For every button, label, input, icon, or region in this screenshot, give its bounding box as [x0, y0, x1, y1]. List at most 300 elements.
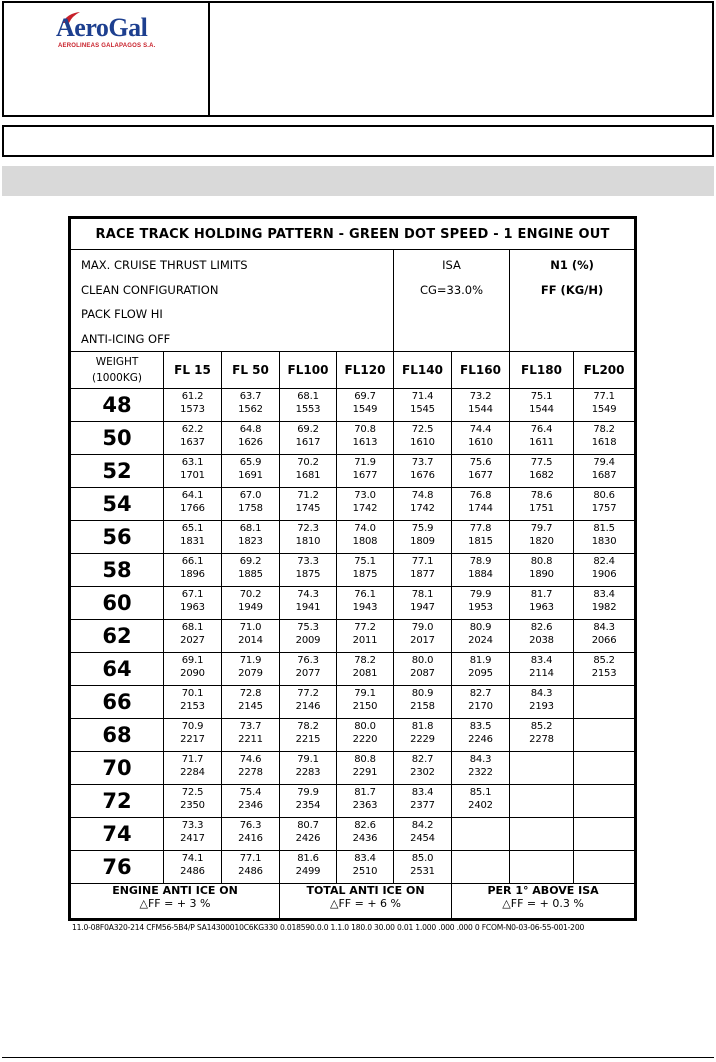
n1-value: 77.1: [239, 853, 262, 864]
ff-value: 2283: [295, 766, 321, 778]
ff-value: 2158: [410, 700, 435, 712]
ff-value: 2090: [180, 667, 205, 679]
value-cell: [394, 422, 452, 455]
ff-value: 1544: [468, 403, 493, 415]
n1-value: 71.9: [354, 457, 376, 468]
table-row: [70, 422, 636, 455]
value-cell: [574, 686, 636, 719]
value-cell: [574, 620, 636, 653]
value-cell: [164, 455, 222, 488]
ff-value: 1626: [238, 436, 263, 448]
n1-value: 68.1: [181, 622, 204, 633]
value-cell: [164, 620, 222, 653]
value-cell: [510, 620, 574, 653]
n1-value: 79.9: [297, 787, 319, 798]
value-cell: [394, 818, 452, 851]
n1-value: 77.8: [469, 523, 492, 534]
n1-value: 72.5: [181, 787, 204, 798]
value-cell: [337, 653, 394, 686]
weight-cell: 50: [70, 422, 164, 455]
table-row: [70, 851, 636, 884]
table-row: [70, 653, 636, 686]
value-cell: [452, 719, 510, 752]
n1-value: 65.1: [181, 523, 204, 534]
value-cell: [337, 719, 394, 752]
n1-value: 78.2: [593, 424, 615, 435]
n1-value: 80.0: [354, 721, 376, 732]
value-cell: [280, 554, 337, 587]
ff-value: 2077: [295, 667, 321, 679]
value-cell: [574, 851, 636, 884]
ff-value: 1701: [180, 469, 205, 481]
weight-cell: 60: [70, 587, 164, 620]
value-cell: [280, 455, 337, 488]
n1-value: 69.7: [354, 391, 376, 402]
ff-value: 2170: [468, 700, 493, 712]
n1-value: 77.1: [411, 556, 434, 567]
value-cell: [222, 851, 280, 884]
n1-value: 82.6: [354, 820, 376, 831]
value-cell: [452, 422, 510, 455]
ff-value: 1549: [591, 403, 617, 415]
ff-value: 2278: [529, 733, 554, 745]
legend-cell: [510, 250, 636, 352]
n1-value: 70.1: [181, 688, 204, 699]
ff-value: 1676: [410, 469, 435, 481]
value-cell: [510, 587, 574, 620]
ff-value: 1943: [352, 601, 378, 613]
value-cell: [574, 389, 636, 422]
ff-value: 2350: [180, 799, 205, 811]
weight-cell: 48: [70, 389, 164, 422]
value-cell: [337, 488, 394, 521]
ff-value: 2417: [180, 832, 205, 844]
table-row: [70, 587, 636, 620]
section-band: [2, 166, 714, 196]
value-cell: [337, 686, 394, 719]
n1-value: 67.1: [181, 589, 204, 600]
ff-value: 1682: [529, 469, 554, 481]
level-header: FL180: [510, 352, 574, 389]
ff-value: 1885: [238, 568, 263, 580]
correction-label: ENGINE ANTI ICE ON: [112, 884, 238, 897]
ff-value: 2486: [180, 865, 205, 877]
value-cell: [222, 389, 280, 422]
value-cell: [222, 785, 280, 818]
n1-value: 73.7: [239, 721, 262, 732]
n1-value: 69.2: [297, 424, 319, 435]
value-cell: [222, 488, 280, 521]
ff-value: 1677: [468, 469, 493, 481]
weight-cell: 76: [70, 851, 164, 884]
n1-value: 69.1: [181, 655, 204, 666]
value-cell: [394, 851, 452, 884]
value-cell: [164, 851, 222, 884]
n1-value: 73.3: [297, 556, 319, 567]
ff-value: 1820: [529, 535, 554, 547]
ff-value: 2363: [352, 799, 378, 811]
level-header: FL120: [337, 352, 394, 389]
n1-value: 85.0: [411, 853, 434, 864]
correction-label: TOTAL ANTI ICE ON: [306, 884, 425, 897]
level-header: FL 15: [164, 352, 222, 389]
value-cell: [510, 455, 574, 488]
n1-value: 75.1: [354, 556, 376, 567]
value-cell: [510, 752, 574, 785]
weight-cell: 64: [70, 653, 164, 686]
holding-chart: [68, 216, 638, 932]
n1-value: 75.1: [530, 391, 553, 402]
value-cell: [222, 752, 280, 785]
ff-value: 2150: [352, 700, 378, 712]
value-cell: [574, 587, 636, 620]
ff-value: 1896: [180, 568, 205, 580]
n1-value: 72.3: [297, 523, 319, 534]
n1-value: 71.9: [239, 655, 262, 666]
n1-value: 77.2: [297, 688, 319, 699]
n1-value: 80.7: [297, 820, 319, 831]
value-cell: [452, 488, 510, 521]
ff-value: 1941: [295, 601, 321, 613]
n1-value: 78.2: [354, 655, 376, 666]
value-cell: [452, 521, 510, 554]
ff-value: 2402: [468, 799, 493, 811]
weight-cell: 68: [70, 719, 164, 752]
ff-value: 1884: [468, 568, 493, 580]
ff-value: 1758: [238, 502, 263, 514]
n1-value: 77.1: [593, 391, 615, 402]
condition-antiice: ANTI-ICING OFF: [81, 331, 171, 346]
ff-value: 1982: [591, 601, 617, 613]
table-row: [70, 818, 636, 851]
value-cell: [394, 719, 452, 752]
n1-value: 83.4: [530, 655, 553, 666]
document-header: [2, 1, 714, 117]
value-cell: [394, 521, 452, 554]
logo-subtitle: AEROLINEAS GALAPAGOS S.A.: [58, 43, 156, 49]
n1-value: 81.8: [411, 721, 434, 732]
ff-value: 1610: [410, 436, 435, 448]
value-cell: [337, 851, 394, 884]
n1-value: 81.7: [530, 589, 553, 600]
value-cell: [222, 620, 280, 653]
ff-value: 2153: [180, 700, 205, 712]
value-cell: [222, 719, 280, 752]
value-cell: [574, 719, 636, 752]
ff-value: 2011: [352, 634, 378, 646]
n1-value: 79.4: [593, 457, 615, 468]
ff-value: 1963: [180, 601, 205, 613]
ff-value: 2426: [295, 832, 321, 844]
value-cell: [164, 488, 222, 521]
ff-value: 2454: [410, 832, 435, 844]
value-cell: [164, 587, 222, 620]
ff-value: 1815: [468, 535, 493, 547]
value-cell: [510, 686, 574, 719]
ff-value: 2146: [295, 700, 321, 712]
ff-value: 2229: [410, 733, 435, 745]
ff-value: 1637: [180, 436, 205, 448]
n1-value: 76.3: [297, 655, 319, 666]
ff-value: 1544: [529, 403, 554, 415]
n1-value: 75.3: [297, 622, 319, 633]
document-subheader-box: [2, 125, 714, 157]
weight-cell: 62: [70, 620, 164, 653]
ff-value: 1953: [468, 601, 493, 613]
n1-value: 81.9: [469, 655, 492, 666]
isa-label: ISA: [442, 258, 461, 272]
n1-value: 79.7: [530, 523, 553, 534]
ff-value: 1906: [591, 568, 617, 580]
value-cell: [452, 653, 510, 686]
value-cell: [394, 752, 452, 785]
table-row: [70, 488, 636, 521]
ff-value: 1810: [295, 535, 321, 547]
value-cell: [164, 389, 222, 422]
n1-value: 74.0: [354, 523, 376, 534]
n1-value: 83.5: [469, 721, 492, 732]
ff-value: 1949: [238, 601, 263, 613]
header-title-cell: [210, 3, 712, 115]
value-cell: [510, 851, 574, 884]
logo-wordmark: AeroGal: [56, 13, 148, 42]
ff-value: 1681: [295, 469, 321, 481]
ff-value: 1691: [238, 469, 263, 481]
n1-value: 73.0: [354, 490, 376, 501]
value-cell: [337, 389, 394, 422]
isa-cell: [394, 250, 510, 352]
value-cell: [280, 587, 337, 620]
ff-value: 2066: [591, 634, 617, 646]
value-cell: [510, 653, 574, 686]
ff-value: 2246: [468, 733, 493, 745]
n1-value: 75.6: [469, 457, 492, 468]
ff-value: 1830: [591, 535, 617, 547]
n1-value: 68.1: [297, 391, 319, 402]
n1-value: 77.2: [354, 622, 376, 633]
ff-value: 1766: [180, 502, 205, 514]
n1-value: 80.8: [354, 754, 376, 765]
ff-value: 1808: [352, 535, 378, 547]
n1-value: 77.5: [530, 457, 553, 468]
value-cell: [337, 521, 394, 554]
value-cell: [222, 554, 280, 587]
n1-value: 85.2: [593, 655, 615, 666]
ff-value: 2215: [295, 733, 321, 745]
ff-value: 1617: [295, 436, 321, 448]
n1-value: 67.0: [239, 490, 262, 501]
aerogal-logo: [56, 13, 166, 53]
n1-value: 78.2: [297, 721, 319, 732]
ff-value: 1618: [591, 436, 617, 448]
n1-value: 84.2: [411, 820, 434, 831]
value-cell: [394, 554, 452, 587]
table-row: [70, 719, 636, 752]
n1-value: 63.7: [239, 391, 262, 402]
ff-value: 1687: [591, 469, 617, 481]
weight-cell: 74: [70, 818, 164, 851]
value-cell: [337, 752, 394, 785]
value-cell: [452, 587, 510, 620]
ff-value: 2114: [529, 667, 554, 679]
value-cell: [164, 785, 222, 818]
n1-value: 70.2: [297, 457, 319, 468]
value-cell: [280, 719, 337, 752]
ff-value: 1875: [352, 568, 378, 580]
weight-cell: 54: [70, 488, 164, 521]
n1-value: 74.3: [297, 589, 319, 600]
n1-value: 81.5: [593, 523, 615, 534]
value-cell: [280, 653, 337, 686]
n1-value: 71.4: [411, 391, 434, 402]
ff-value: 2145: [238, 700, 263, 712]
value-cell: [510, 488, 574, 521]
ff-value: 2354: [295, 799, 321, 811]
ff-value: 2278: [238, 766, 263, 778]
level-header: FL140: [394, 352, 452, 389]
n1-value: 81.7: [354, 787, 376, 798]
correction-row: [70, 884, 636, 920]
ff-value: 1553: [295, 403, 321, 415]
value-cell: [280, 620, 337, 653]
ff-value: 1877: [410, 568, 435, 580]
ff-value: 1573: [180, 403, 205, 415]
n1-value: 78.6: [530, 490, 553, 501]
ff-value: 2095: [468, 667, 493, 679]
n1-value: 84.3: [469, 754, 492, 765]
value-cell: [510, 521, 574, 554]
ff-label: FF (KG/H): [540, 282, 604, 297]
ff-value: 2284: [180, 766, 205, 778]
n1-value: 79.0: [411, 622, 434, 633]
n1-value: 76.3: [239, 820, 262, 831]
value-cell: [394, 587, 452, 620]
value-cell: [337, 587, 394, 620]
value-cell: [164, 521, 222, 554]
ff-value: 1742: [410, 502, 435, 514]
n1-value: 81.6: [297, 853, 319, 864]
n1-value: 82.4: [593, 556, 615, 567]
n1-value: 79.9: [469, 589, 492, 600]
value-cell: [394, 686, 452, 719]
n1-value: 80.9: [469, 622, 492, 633]
ff-value: 1875: [295, 568, 321, 580]
n1-value: 64.1: [181, 490, 204, 501]
weight-unit: (1000KG): [92, 372, 142, 384]
n1-value: 69.2: [239, 556, 262, 567]
n1-value: 80.6: [593, 490, 615, 501]
value-cell: [222, 521, 280, 554]
n1-value: 75.9: [411, 523, 434, 534]
value-cell: [337, 422, 394, 455]
n1-value: 79.1: [297, 754, 319, 765]
ff-value: 1611: [529, 436, 554, 448]
table-row: [70, 686, 636, 719]
n1-value: 82.7: [411, 754, 434, 765]
ff-value: 1744: [468, 502, 493, 514]
cg-label: CG=33.0%: [419, 282, 484, 297]
value-cell: [164, 554, 222, 587]
value-cell: [164, 653, 222, 686]
level-header: FL 50: [222, 352, 280, 389]
condition-config: CLEAN CONFIGURATION: [81, 282, 219, 297]
n1-value: 73.3: [181, 820, 204, 831]
ff-value: 2322: [468, 766, 493, 778]
value-cell: [337, 620, 394, 653]
value-cell: [510, 818, 574, 851]
ff-value: 2153: [591, 667, 617, 679]
n1-value: 70.9: [181, 721, 204, 732]
ff-value: 1890: [529, 568, 554, 580]
correction-value: △FF = + 3 %: [139, 897, 211, 910]
value-cell: [280, 488, 337, 521]
value-cell: [510, 422, 574, 455]
correction-cell: [70, 884, 280, 920]
value-cell: [574, 422, 636, 455]
n1-value: 82.7: [469, 688, 492, 699]
ff-value: 1677: [352, 469, 378, 481]
ff-value: 1562: [238, 403, 263, 415]
n1-value: 72.8: [239, 688, 262, 699]
n1-label: N1 (%): [550, 258, 594, 272]
condition-pack: PACK FLOW HI: [81, 307, 163, 321]
value-cell: [164, 752, 222, 785]
value-cell: [222, 422, 280, 455]
table-row: [70, 521, 636, 554]
n1-value: 74.4: [469, 424, 492, 435]
n1-value: 75.4: [239, 787, 262, 798]
n1-value: 83.4: [411, 787, 434, 798]
value-cell: [452, 686, 510, 719]
n1-value: 70.2: [239, 589, 262, 600]
ff-value: 2087: [410, 667, 435, 679]
n1-value: 79.1: [354, 688, 376, 699]
n1-value: 71.0: [239, 622, 262, 633]
value-cell: [574, 752, 636, 785]
ff-value: 1751: [529, 502, 554, 514]
value-cell: [394, 488, 452, 521]
n1-value: 65.9: [239, 457, 262, 468]
n1-value: 83.4: [593, 589, 615, 600]
ff-value: 2346: [238, 799, 263, 811]
value-cell: [280, 686, 337, 719]
ff-value: 2499: [295, 865, 321, 877]
value-cell: [222, 686, 280, 719]
correction-cell: [452, 884, 636, 920]
ff-value: 1823: [238, 535, 263, 547]
value-cell: [222, 455, 280, 488]
n1-value: 73.2: [469, 391, 492, 402]
level-header: FL200: [574, 352, 636, 389]
value-cell: [164, 818, 222, 851]
ff-value: 2291: [352, 766, 378, 778]
weight-cell: 58: [70, 554, 164, 587]
n1-value: 76.4: [530, 424, 553, 435]
value-cell: [337, 455, 394, 488]
value-cell: [280, 785, 337, 818]
n1-value: 80.8: [530, 556, 553, 567]
ff-value: 2531: [410, 865, 435, 877]
ff-value: 2377: [410, 799, 435, 811]
value-cell: [510, 785, 574, 818]
value-cell: [452, 785, 510, 818]
ff-value: 2486: [238, 865, 263, 877]
weight-label: WEIGHT: [95, 356, 139, 368]
value-cell: [574, 554, 636, 587]
n1-value: 76.8: [469, 490, 492, 501]
correction-cell: [280, 884, 452, 920]
value-cell: [394, 653, 452, 686]
